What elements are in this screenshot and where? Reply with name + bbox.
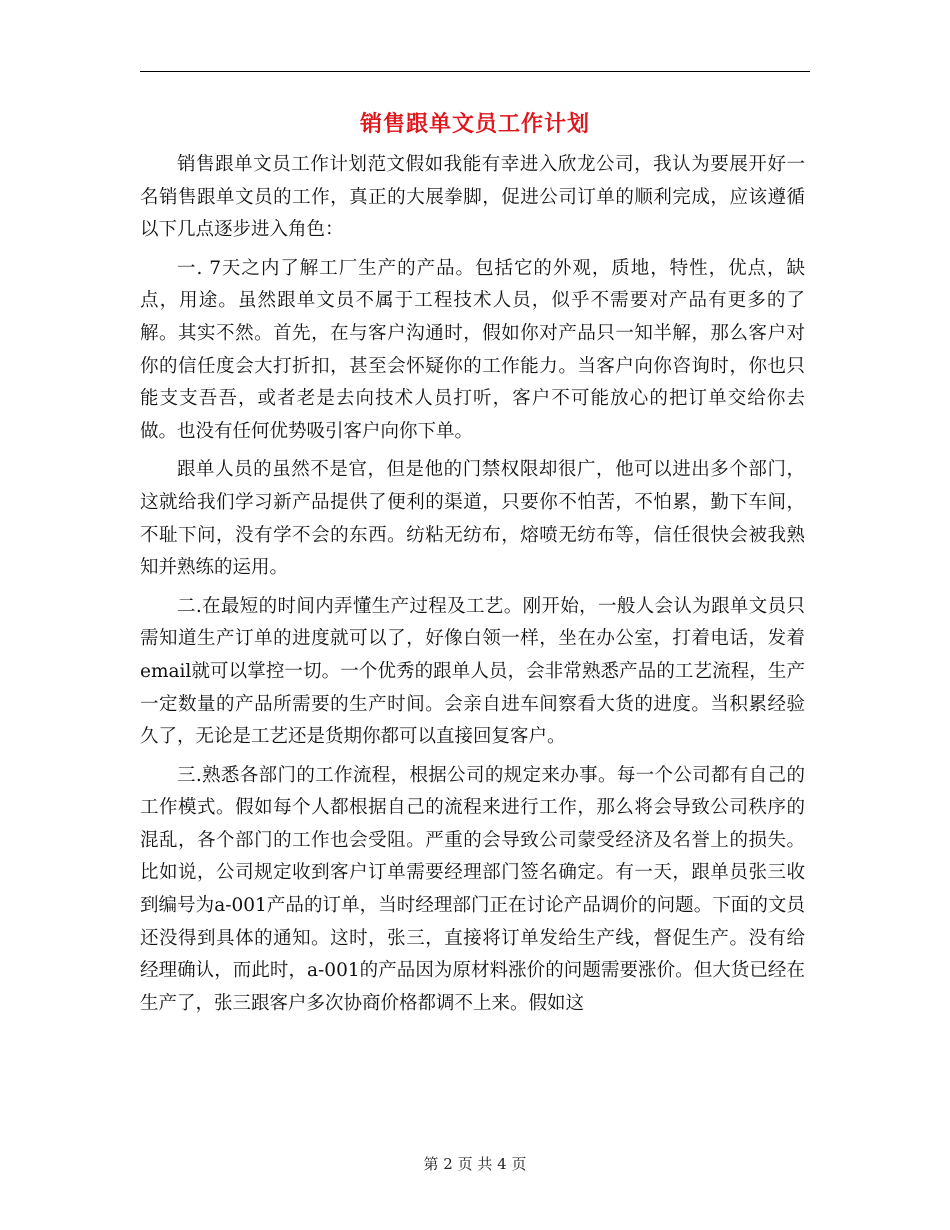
paragraph-point-two: 二.在最短的时间内弄懂生产过程及工艺。刚开始，一般人会认为跟单文员只需知道生产订单的进度就可以了，好像白领一样，坐在办公室，打着电话，发着email就可以掌控一切。一个优秀的跟单人员，会非常熟悉产品的工艺流程，生产一定数量的产品所需要的生产时间。会亲自进车间察看大货的进度。当积累经验久了，无论是工艺还是货期你都可以直接回复客户。 (140, 595, 805, 748)
document-title: 销售跟单文员工作计划 (359, 112, 590, 137)
paragraph-follow-up: 跟单人员的虽然不是官，但是他的门禁权限却很广，他可以进出多个部门，这就给我们学习新产品提供了便利的渠道，只要你不怕苦，不怕累，勤下车间，不耻下问，没有学不会的东西。纺粘无纺布，熔喷无纺布等，信任很快会被我熟知并熟练的运用。 (140, 459, 805, 579)
paragraph-point-one: 一. 7天之内了解工厂生产的产品。包括它的外观，质地，特性，优点，缺点，用途。虽然跟单文员不属于工程技术人员，似乎不需要对产品有更多的了解。其实不然。首先，在与客户沟通时，假如你对产品只一知半解，那么客户对你的信任度会大打折扣，甚至会怀疑你的工作能力。当客户向你咨询时，你也只能支支吾吾，或者老是去向技术人员打听，客户不可能放心的把订单交给你去做。也没有任何优势吸引客户向你下单。 (140, 257, 805, 442)
page-label-middle: 页 共 (457, 1155, 493, 1173)
document-body (140, 149, 805, 1020)
paragraph-point-three: 三.熟悉各部门的工作流程，根据公司的规定来办事。每一个公司都有自己的工作模式。假如每个人都根据自己的流程来进行工作，那么将会导致公司秩序的混乱，各个部门的工作也会受阻。严重的会导致公司蒙受经济及名誉上的损失。比如说，公司规定收到客户订单需要经理部门签名确定。有一天，跟单员张三收到编号为a-001产品的订单，当时经理部门正在讨论产品调价的问题。下面的文员还没得到具体的通知。这时，张三，直接将订单发给生产线，督促生产。没有给经理确认，而此时，a-001的产品因为原材料涨价的问题需要涨价。但大货已经在生产了，张三跟客户多次协商价格都调不上来。假如这 (140, 764, 805, 1014)
page-label-prefix: 第 (423, 1155, 439, 1173)
header-rule (140, 71, 810, 72)
page-label-suffix: 页 (511, 1155, 527, 1173)
total-pages: 4 (497, 1155, 507, 1173)
page-number: 2 (443, 1155, 453, 1173)
page-footer (0, 1152, 950, 1176)
paragraph-intro: 销售跟单文员工作计划范文假如我能有幸进入欣龙公司，我认为要展开好一名销售跟单文员的工作，真正的大展拳脚，促进公司订单的顺利完成，应该遵循以下几点逐步进入角色： (140, 154, 805, 241)
